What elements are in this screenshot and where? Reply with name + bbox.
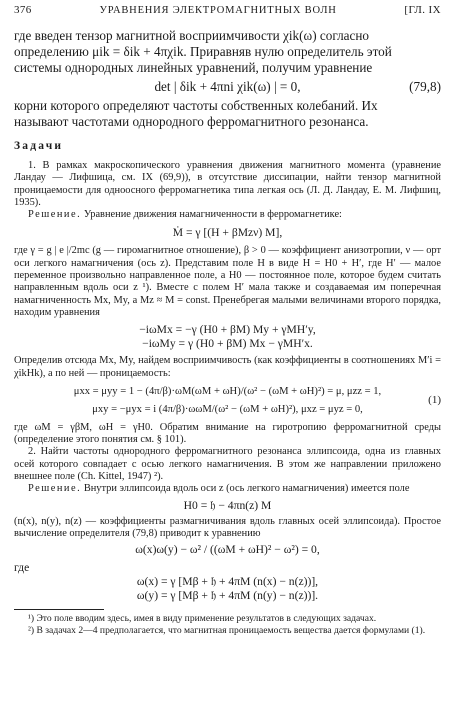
solution-intro [14,209,441,221]
paragraph: (n(x), n(y), n(z) — коэффициенты размагничивания вдоль главных осей эллипсоида). Простое вычисление определителя (79,8) приводит к уравнению [14,515,441,539]
problem-1 [14,160,441,446]
equation-79-8 [14,79,441,95]
solution-label: Решение. [28,209,82,221]
equation-number: (79,8) [409,79,441,94]
equation-text: det | δik + 4πni χik(ω) | = 0, [154,79,301,94]
paragraph: где ωM = γβM, ωH = γH0. Обратим внимание на гиротропию ферромагнитной среды (определение этого понятия см. § 101). [14,421,441,446]
intro-line: называют частотами однородного ферромагнитного резонанса. [14,114,369,129]
problem-statement: 1. В рамках макроскопического уравнения движения магнитного момента (уравнение Ландау — Лифшица, см. IX (69,9)), в отсутствие диссипации, найти тензор магнитной проницаемости для одноосного ферромагнетика типа легкая ось (Л. Д. Ландау, Е. М. Лифшиц, 1935). [14,160,441,208]
equation-1 [14,385,441,417]
problem-statement: 2. Найти частоты однородного ферромагнитного резонанса эллипсоида, одна из главных осей которого совпадает с осью легкого намагничения. В этом же направлении приложено внешнее поле (Ch. Kittel, 1947) ²). [14,446,441,483]
equation: −iωMx = −γ (H0 + βM) My + γMH′y, [139,323,316,337]
footnote-rule [14,609,104,610]
equation: μxx = μyy = 1 − (4π/β)·ωM(ωM + ωH)/(ω² − (ωM + ωH)²) = μ, μzz = 1, [73,385,382,397]
solution-text: Уравнение движения намагниченности в ферромагнетике: [83,209,342,221]
intro-line: системы однородных линейных уравнений, получим уравнение [14,60,373,75]
equation: H0 = 𝔥 − 4πn(z) M [183,498,272,512]
problems-heading: Задачи [14,140,64,152]
solution-label: Решение. [28,483,82,495]
footnote: ¹) Это поле вводим здесь, имея в виду применение результатов в следующих задачах. [28,613,377,625]
equation: −iωMy = γ (H0 + βM) Mx − γMH′x. [142,337,313,351]
paragraph: Определив отсюда Mx, My, найдем восприимчивость (как коэффициенты в соотношениях M′i = χikHk), а по ней — проницаемость: [14,355,441,379]
page-number: 376 [14,4,32,16]
chapter-marker: [ГЛ. IX [404,4,441,16]
footnote: ²) В задачах 2—4 предполагается, что магнитная проницаемость вещества дается формулами (1). [28,624,426,636]
where-word: где [14,561,30,575]
equation: ω(y) = γ [Mβ + 𝔥 + 4πM (n(y) − n(z))]. [136,589,319,603]
equation: ω(x)ω(y) − ω² / ((ωM + ωH)² − ω²) = 0, [135,543,320,557]
solution-intro [14,483,441,495]
intro-section [14,28,441,130]
intro-line: определению μik = δik + 4πχik. Приравняв нулю определитель этой [14,44,392,59]
paragraph: где γ = g | e |/2mc (g — гиромагнитное отношение), β > 0 — коэффициент анизотропии, ν — орт оси легкого намагничения (ось z). Представим поле H в виде H = H0 + H′, где H′ — малое переменное произвольно направленное поле, а H0 — постоянное поле, которое будем считать направленным вдоль оси z ¹). Вместе с полем H′ мала также и создаваемая им поперечная намагниченность Mx, My, а Mz ≈ M = const. Пренебрегая малыми величинами второго порядка, находим уравнения [14,245,441,318]
equation-number: (1) [428,393,441,406]
running-title: УРАВНЕНИЯ ЭЛЕКТРОМАГНИТНЫХ ВОЛН [99,5,337,16]
problem-2 [14,446,441,603]
equation: μxy = −μyx = i (4π/β)·ωωM/(ω² − (ωM + ωH)²), μxz = μyz = 0, [92,403,363,415]
solution-text: Внутри эллипсоида вдоль оси z (ось легкого намагничения) имеется поле [83,483,410,495]
footnotes [14,613,441,636]
equation: ω(x) = γ [Mβ + 𝔥 + 4πM (n(x) − n(z))], [136,575,319,589]
intro-line: корни которого определяют частоты собственных колебаний. Их [14,98,378,113]
intro-line: где введен тензор магнитной восприимчивости χik(ω) согласно [14,28,370,43]
page-header [14,4,441,22]
equation: Ṁ = γ [(H + βMzν) M], [172,226,283,240]
